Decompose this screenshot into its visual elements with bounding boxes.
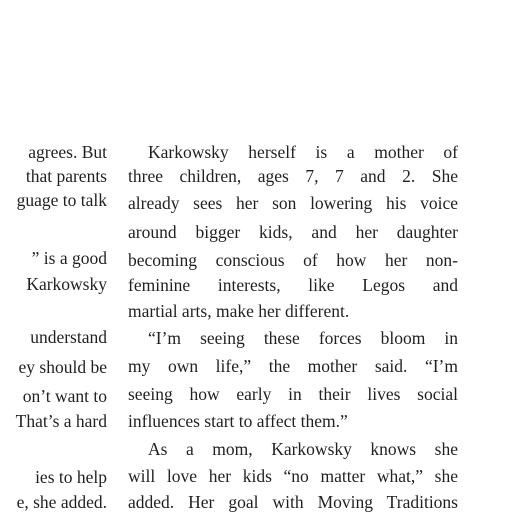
left-line-11: e, she added.: [16, 492, 107, 512]
right-line-12: As a mom, Karkowsky knows she: [148, 439, 458, 459]
right-line-13: will love her kids “no matter what,” she: [128, 466, 458, 486]
right-line-11: influences start to affect them.”: [128, 411, 348, 431]
left-line-7: ey should be: [18, 357, 107, 377]
right-line-14: added. Her goal with Moving Traditions: [128, 492, 458, 512]
left-line-10: ies to help: [35, 467, 107, 487]
left-line-5: Karkowsky: [26, 274, 107, 294]
left-line-3: guage to talk: [16, 190, 107, 210]
left-line-9: That’s a hard: [15, 411, 107, 431]
left-line-2: that parents: [25, 166, 107, 186]
left-line-1: agrees. But: [28, 142, 107, 162]
right-line-9: my own life,” the mother said. “I’m: [128, 356, 458, 376]
right-line-2: three children, ages 7, 7 and 2. She: [128, 166, 458, 186]
right-line-5: becoming conscious of how her non-: [128, 250, 458, 270]
right-line-8: “I’m seeing these forces bloom in: [148, 328, 458, 348]
left-line-4: ” is a good: [31, 248, 107, 268]
right-line-10: seeing how early in their lives social: [128, 384, 458, 404]
left-line-8: on’t want to: [22, 386, 107, 406]
right-line-3: already sees her son lowering his voice: [128, 193, 458, 213]
right-line-6: feminine interests, like Legos and: [128, 275, 458, 295]
right-line-4: around bigger kids, and her daughter: [128, 222, 458, 242]
left-line-6: understand: [30, 327, 107, 347]
right-line-1: Karkowsky herself is a mother of: [148, 142, 458, 162]
right-line-7: martial arts, make her different.: [128, 301, 350, 321]
